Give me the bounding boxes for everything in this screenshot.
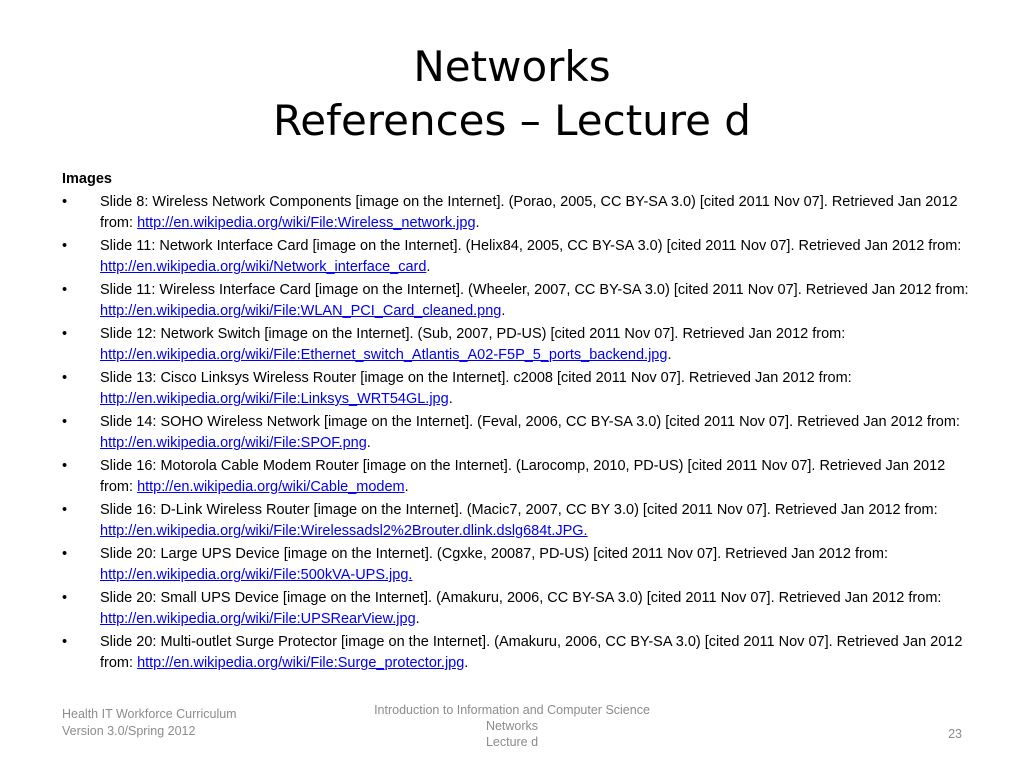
- bullet-icon: •: [62, 326, 68, 342]
- bullet-icon: •: [62, 282, 68, 298]
- reference-punctuation: .: [501, 303, 506, 319]
- reference-link[interactable]: http://en.wikipedia.org/wiki/File:SPOF.png: [100, 435, 367, 451]
- footer-course: Introduction to Information and Computer Science: [374, 703, 650, 717]
- slide-title: [0, 40, 1024, 148]
- title-line-2: References – Lecture d: [273, 96, 751, 145]
- bullet-icon: •: [62, 590, 68, 606]
- reference-punctuation: .: [426, 259, 431, 275]
- bullet-icon: •: [62, 370, 68, 386]
- reference-link[interactable]: http://en.wikipedia.org/wiki/File:Ethernet_switch_Atlantis_A02-F5P_5_ports_backend.jpg: [100, 347, 668, 363]
- footer-version: Version 3.0/Spring 2012: [62, 724, 196, 738]
- reference-text: Slide 16: D-Link Wireless Router [image on the Internet]. (Macic7, 2007, CC BY 3.0) [cited 2011 Nov 07]. Retrieved Jan 2012 from:: [100, 502, 938, 518]
- reference-link[interactable]: http://en.wikipedia.org/wiki/File:WLAN_PCI_Card_cleaned.png: [100, 303, 502, 319]
- reference-punctuation: .: [475, 215, 480, 231]
- reference-item: [62, 588, 972, 630]
- reference-text: Slide 20: Large UPS Device [image on the Internet]. (Cgxke, 20087, PD-US) [cited 2011 Nov 07]. Retrieved Jan 2012 from:: [100, 546, 888, 562]
- reference-item: [62, 456, 972, 498]
- bullet-icon: •: [62, 634, 68, 650]
- reference-link[interactable]: http://en.wikipedia.org/wiki/Cable_modem: [137, 479, 405, 495]
- reference-link[interactable]: http://en.wikipedia.org/wiki/Network_interface_card: [100, 259, 427, 275]
- reference-item: [62, 368, 972, 410]
- reference-link[interactable]: http://en.wikipedia.org/wiki/File:Linksys_WRT54GL.jpg: [100, 391, 449, 407]
- reference-punctuation: .: [464, 655, 469, 671]
- reference-punctuation: .: [667, 347, 672, 363]
- footer-unit: Networks: [485, 719, 539, 733]
- reference-text: Slide 20: Multi-outlet Surge Protector [image on the Internet]. (Amakuru, 2006, CC BY-SA 3.0) [cited 2011 Nov 07]. Retrieved Jan 2012 from:: [100, 634, 963, 671]
- reference-link[interactable]: http://en.wikipedia.org/wiki/File:Wireless_network.jpg: [137, 215, 476, 231]
- reference-text: Slide 8: Wireless Network Components [image on the Internet]. (Porao, 2005, CC BY-SA 3.0) [cited 2011 Nov 07]. Retrieved Jan 2012 from:: [100, 194, 958, 231]
- bullet-icon: •: [62, 458, 68, 474]
- title-line-1: Networks: [413, 42, 611, 91]
- reference-text: Slide 14: SOHO Wireless Network [image on the Internet]. (Feval, 2006, CC BY-SA 3.0) [cited 2011 Nov 07]. Retrieved Jan 2012 from:: [100, 414, 960, 430]
- reference-punctuation: .: [415, 611, 420, 627]
- footer-curriculum: Health IT Workforce Curriculum: [62, 707, 237, 721]
- bullet-icon: •: [62, 546, 68, 562]
- reference-punctuation: .: [448, 391, 453, 407]
- reference-punctuation: .: [404, 479, 409, 495]
- reference-item: [62, 632, 972, 674]
- reference-link[interactable]: http://en.wikipedia.org/wiki/File:Surge_protector.jpg: [137, 655, 465, 671]
- slide-content: [62, 169, 972, 676]
- reference-text: Slide 16: Motorola Cable Modem Router [image on the Internet]. (Larocomp, 2010, PD-US) [cited 2011 Nov 07]. Retrieved Jan 2012 from:: [100, 458, 946, 495]
- reference-item: [62, 236, 972, 278]
- bullet-icon: •: [62, 502, 68, 518]
- reference-item: [62, 192, 972, 234]
- reference-item: [62, 500, 972, 542]
- reference-link[interactable]: http://en.wikipedia.org/wiki/File:Wirelessadsl2%2Brouter.dlink.dslg684t.JPG.: [100, 523, 588, 539]
- reference-text: Slide 11: Wireless Interface Card [image on the Internet]. (Wheeler, 2007, CC BY-SA 3.0) [cited 2011 Nov 07]. Retrieved Jan 2012 from:: [100, 282, 969, 298]
- page-number: 23: [948, 727, 962, 741]
- footer-lecture: Lecture d: [485, 735, 539, 749]
- reference-item: [62, 324, 972, 366]
- reference-text: Slide 12: Network Switch [image on the Internet]. (Sub, 2007, PD-US) [cited 2011 Nov 07]. Retrieved Jan 2012 from:: [100, 326, 846, 342]
- reference-text: Slide 20: Small UPS Device [image on the Internet]. (Amakuru, 2006, CC BY-SA 3.0) [cited 2011 Nov 07]. Retrieved Jan 2012 from:: [100, 590, 942, 606]
- reference-item: [62, 412, 972, 454]
- bullet-icon: •: [62, 414, 68, 430]
- reference-item: [62, 280, 972, 322]
- reference-text: Slide 11: Network Interface Card [image on the Internet]. (Helix84, 2005, CC BY-SA 3.0) [cited 2011 Nov 07]. Retrieved Jan 2012 from:: [100, 238, 962, 254]
- reference-text: Slide 13: Cisco Linksys Wireless Router [image on the Internet]. c2008 [cited 2011 Nov 07]. Retrieved Jan 2012 from:: [100, 370, 852, 386]
- reference-link[interactable]: http://en.wikipedia.org/wiki/File:UPSRearView.jpg: [100, 611, 416, 627]
- reference-item: [62, 544, 972, 586]
- bullet-icon: •: [62, 194, 68, 210]
- reference-link[interactable]: http://en.wikipedia.org/wiki/File:500kVA-UPS.jpg.: [100, 567, 413, 583]
- section-heading: Images: [62, 171, 112, 187]
- footer-center: [312, 702, 712, 750]
- footer-left: [62, 706, 237, 740]
- reference-list: [62, 192, 972, 674]
- bullet-icon: •: [62, 238, 68, 254]
- reference-punctuation: .: [366, 435, 371, 451]
